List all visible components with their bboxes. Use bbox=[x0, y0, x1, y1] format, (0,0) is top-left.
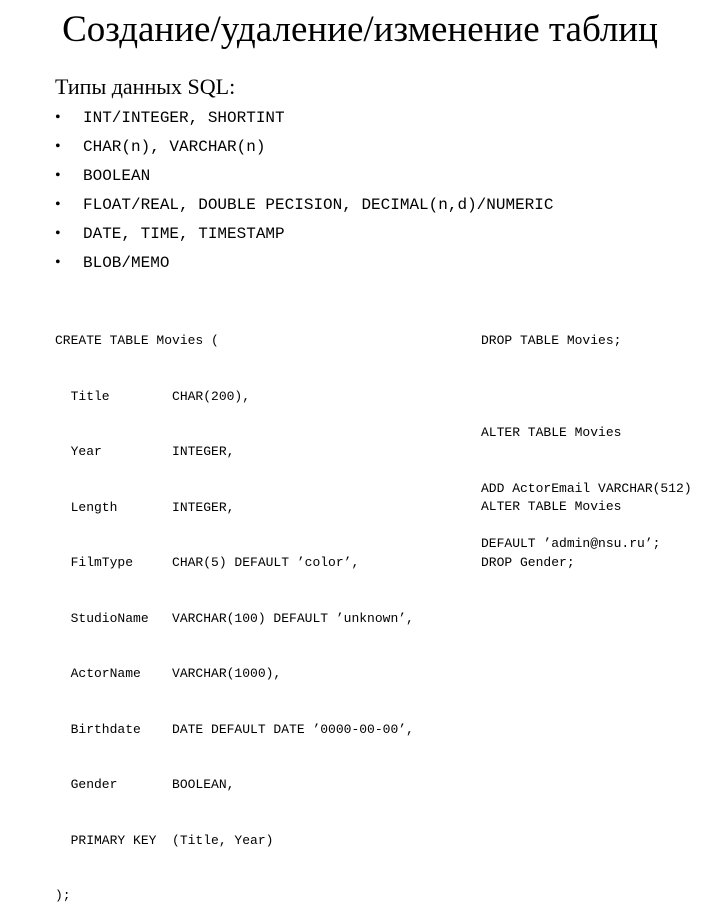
code-line: Title CHAR(200), bbox=[55, 388, 251, 404]
list-item bbox=[55, 132, 553, 161]
type-label: BOOLEAN bbox=[83, 167, 151, 185]
bullet-icon: • bbox=[55, 225, 61, 242]
code-line: ActorName VARCHAR(1000), bbox=[55, 666, 282, 681]
type-label: BLOB/MEMO bbox=[83, 254, 170, 272]
code-line: ALTER TABLE Movies bbox=[481, 425, 622, 440]
list-item bbox=[55, 103, 553, 132]
code-line: StudioName VARCHAR(100) DEFAULT ’unknown’, bbox=[55, 610, 414, 626]
code-line: Length INTEGER, bbox=[55, 499, 235, 515]
bullet-icon: • bbox=[55, 167, 61, 184]
bullet-icon: • bbox=[55, 109, 61, 126]
code-line: ADD ActorEmail VARCHAR(512) bbox=[481, 480, 692, 496]
sql-types-list bbox=[55, 103, 553, 277]
slide-title: Создание/удаление/изменение таблиц bbox=[62, 9, 658, 50]
bullet-icon: • bbox=[55, 138, 61, 155]
type-label: DATE, TIME, TIMESTAMP bbox=[83, 225, 285, 243]
code-line: PRIMARY KEY (Title, Year) bbox=[55, 832, 274, 848]
type-label: FLOAT/REAL, DOUBLE PECISION, DECIMAL(n,d)/NUMERIC bbox=[83, 196, 554, 214]
code-line: DROP Gender; bbox=[481, 554, 575, 570]
code-line: FilmType CHAR(5) DEFAULT ’color’, bbox=[55, 555, 360, 570]
type-label: INT/INTEGER, SHORTINT bbox=[83, 109, 285, 127]
code-line: ALTER TABLE Movies bbox=[481, 499, 622, 514]
code-line: CREATE TABLE Movies ( bbox=[55, 333, 219, 348]
create-table-code bbox=[55, 295, 414, 924]
bullet-icon: • bbox=[55, 254, 61, 271]
code-line: ); bbox=[55, 888, 71, 903]
sql-types-heading: Типы данных SQL: bbox=[55, 74, 236, 99]
drop-table-code bbox=[481, 295, 621, 369]
alter-table-drop-code bbox=[481, 461, 621, 591]
type-label: CHAR(n), VARCHAR(n) bbox=[83, 138, 266, 156]
list-item bbox=[55, 248, 553, 277]
list-item bbox=[55, 190, 553, 219]
list-item bbox=[55, 161, 553, 190]
code-line: DEFAULT ’admin@nsu.ru’; bbox=[481, 536, 661, 551]
code-line: DROP TABLE Movies; bbox=[481, 333, 622, 348]
code-line: Birthdate DATE DEFAULT DATE ’0000-00-00’, bbox=[55, 721, 414, 737]
list-item bbox=[55, 219, 553, 248]
code-line: Year INTEGER, bbox=[55, 444, 235, 459]
bullet-icon: • bbox=[55, 196, 61, 213]
code-line: Gender BOOLEAN, bbox=[55, 777, 235, 792]
